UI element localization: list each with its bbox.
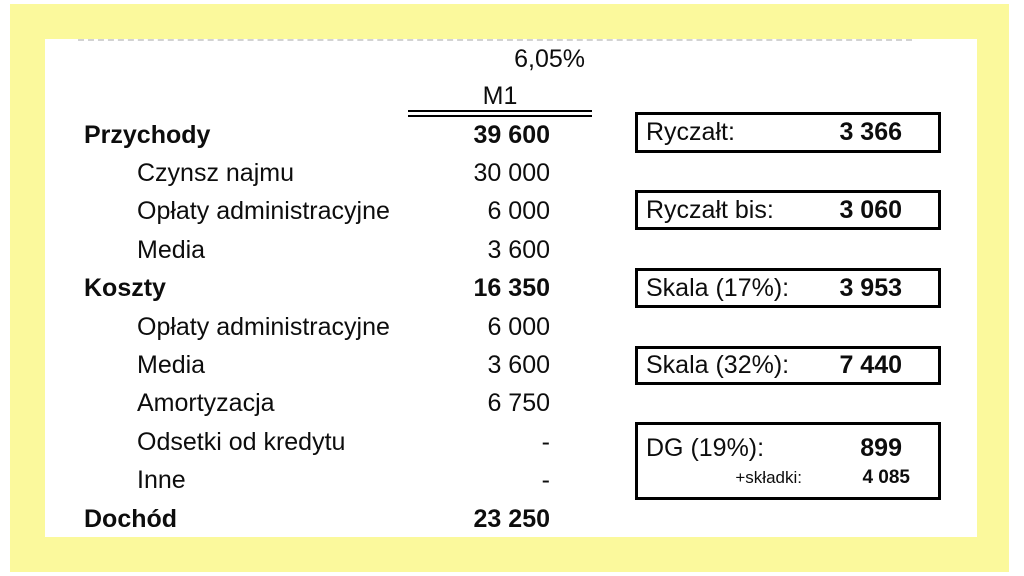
row-value: 16 350 xyxy=(473,274,550,303)
row-label: Przychody xyxy=(84,120,211,149)
row-label: Odsetki od kredytu xyxy=(137,427,346,456)
tax-box-sub-value: 4 085 xyxy=(862,467,910,488)
page-break-line xyxy=(78,39,912,41)
tax-box-ryczalt-bis xyxy=(635,190,941,230)
tax-box-sub-row xyxy=(638,467,938,491)
tax-box-skala-32 xyxy=(635,346,941,385)
row-value: 3 600 xyxy=(487,351,550,380)
row-label: Koszty xyxy=(84,274,166,303)
tax-box-value: 3 060 xyxy=(839,195,902,224)
row-label: Opłaty administracyjne xyxy=(137,312,390,341)
tax-box-label: DG (19%): xyxy=(646,433,765,462)
tax-box-value: 899 xyxy=(860,433,902,462)
row-value: 6 750 xyxy=(487,389,550,418)
row-label: Media xyxy=(137,351,206,380)
row-value: 30 000 xyxy=(473,159,550,188)
row-value: - xyxy=(541,427,550,456)
table-row-przychody xyxy=(84,116,550,154)
tax-box-value: 7 440 xyxy=(839,351,902,379)
row-value: 3 600 xyxy=(487,235,550,264)
tax-box-label: Skala (17%): xyxy=(646,273,790,302)
tax-box-label: Ryczałt: xyxy=(646,118,735,146)
row-label: Opłaty administracyjne xyxy=(137,197,390,226)
row-label: Inne xyxy=(137,466,186,495)
tax-box-label: Ryczałt bis: xyxy=(646,195,774,224)
column-header-m1: M1 xyxy=(482,82,518,110)
table-row-oplaty-administracyjne-koszty xyxy=(84,308,550,346)
tax-box-skala-17 xyxy=(635,268,941,308)
table-row-odsetki-od-kredytu xyxy=(84,423,550,461)
table-row-czynsz-najmu xyxy=(84,154,550,192)
row-value: 6 000 xyxy=(487,312,550,341)
financial-table xyxy=(84,116,550,538)
tax-box-dg-19 xyxy=(635,422,941,500)
tax-box-ryczalt xyxy=(635,112,941,153)
table-row-dochod xyxy=(84,500,550,538)
row-label: Dochód xyxy=(84,504,178,533)
row-value: 39 600 xyxy=(473,120,550,149)
table-row-media-przychody xyxy=(84,231,550,269)
table-row-amortyzacja xyxy=(84,385,550,423)
tax-box-sub-label: +składki: xyxy=(735,468,802,487)
row-value: 6 000 xyxy=(487,197,550,226)
table-row-koszty xyxy=(84,270,550,308)
row-label: Media xyxy=(137,235,206,264)
tax-box-main-row xyxy=(638,429,938,467)
rate-header: 6,05% xyxy=(514,45,585,73)
tax-box-value: 3 953 xyxy=(839,273,902,302)
tax-box-value: 3 366 xyxy=(839,118,902,146)
row-value: - xyxy=(541,466,550,495)
row-label: Amortyzacja xyxy=(137,389,275,418)
row-value: 23 250 xyxy=(473,504,550,533)
table-row-inne xyxy=(84,462,550,500)
tax-box-label: Skala (32%): xyxy=(646,351,790,379)
table-row-media-koszty xyxy=(84,346,550,384)
table-row-oplaty-administracyjne-przychody xyxy=(84,193,550,231)
row-label: Czynsz najmu xyxy=(137,159,294,188)
